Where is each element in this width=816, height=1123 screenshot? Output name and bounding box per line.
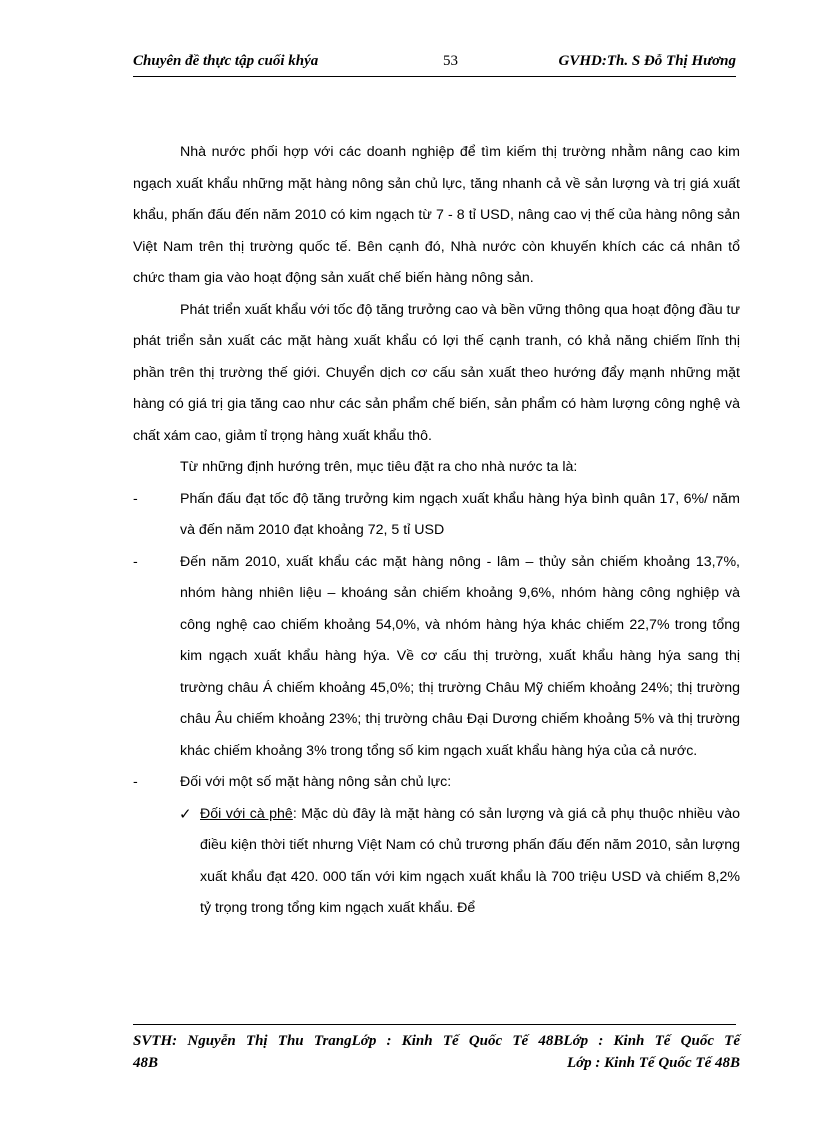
sub-list-item: [133, 799, 740, 925]
paragraph: Từ những định hướng trên, mục tiêu đặt ra cho nhà nước ta là:: [180, 459, 578, 475]
page-footer: [133, 1030, 740, 1074]
dash-bullet: -: [133, 553, 138, 570]
footer-divider: [133, 1024, 736, 1025]
list-item-text: Đến năm 2010, xuất khẩu các mặt hàng nông - lâm – thủy sản chiếm khoảng 13,7%, nhóm hàng nhiên liệu – khoáng sản chiếm khoảng 9,6%, nhóm hàng công nghiệp và công nghệ cao chiếm khoảng 54,0%, và nhóm hàng hýa khác chiếm 22,7% trong tổng kim ngạch xuất khẩu hàng hýa. Về cơ cấu thị trường, xuất khẩu hàng hýa sang thị trường châu Á chiếm khoảng 45,0%; thị trường Châu Mỹ chiếm khoảng 24%; thị trường châu Âu chiếm khoảng 23%; thị trường châu Đại Dương chiếm khoảng 5% và thị trường khác chiếm khoảng 3% trong tổng số kim ngạch xuất khẩu hàng hýa của cả nước.: [180, 553, 740, 759]
footer-second-line: [133, 1052, 740, 1074]
page-header: [133, 51, 736, 75]
list-item-text: Phấn đấu đạt tốc độ tăng trưởng kim ngạch xuất khẩu hàng hýa bình quân 17, 6%/ năm và đến năm 2010 đạt khoảng 72, 5 tỉ USD: [180, 490, 740, 538]
check-icon: ✓: [179, 805, 192, 823]
paragraph: Nhà nước phối hợp với các doanh nghiệp để tìm kiếm thị trường nhằm nâng cao kim ngạch xuất khẩu những mặt hàng nông sản chủ lực, tăng nhanh cả về sản lượng và trị giá xuất khẩu, phấn đấu đến năm 2010 có kim ngạch từ 7 - 8 tỉ USD, nâng cao vị thế của hàng nông sản Việt Nam trên thị trường quốc tế. Bên cạnh đó, Nhà nước còn khuyến khích các cá nhân tổ chức tham gia vào hoạt động sản xuất chế biến hàng nông sản.: [133, 144, 740, 286]
header-supervisor: GVHD:Th. S Đỗ Thị Hương: [558, 53, 736, 69]
coffee-text: : Mặc dù đây là mặt hàng có sản lượng và giá cả phụ thuộc nhiều vào điều kiện thời tiết nhưng Việt Nam có chủ trương phấn đấu đến năm 2010, sản lượng xuất khẩu đạt 420. 000 tấn với kim ngạch xuất khẩu là 700 triệu USD và chiếm 8,2% tỷ trọng trong tổng kim ngạch xuất khẩu. Để: [200, 805, 740, 916]
dash-bullet: -: [133, 774, 138, 790]
list-item-text: Đối với một số mặt hàng nông sản chủ lực:: [180, 774, 452, 790]
page-number: 53: [443, 53, 458, 69]
header-document-title: Chuyên đề thực tập cuối khýa: [133, 53, 319, 69]
coffee-heading: Đối với cà phê: [200, 805, 293, 822]
footer-student-line: SVTH: Nguyễn Thị Thu TrangLớp : Kinh Tế Quốc Tế 48BLớp : Kinh Tế Quốc Tế: [133, 1033, 740, 1049]
footer-class-code: 48B: [133, 1055, 159, 1071]
list-item: [133, 767, 740, 799]
list-item: [133, 547, 740, 768]
footer-class-name: Lớp : Kinh Tế Quốc Tế 48B: [566, 1055, 740, 1071]
list-item: [133, 484, 740, 547]
header-divider: [133, 76, 736, 77]
document-body: [133, 137, 740, 925]
dash-bullet: -: [133, 490, 138, 507]
paragraph: Phát triển xuất khẩu với tốc độ tăng trưởng cao và bền vững thông qua hoạt động đầu tư phát triển sản xuất các mặt hàng xuất khẩu có lợi thế cạnh tranh, có khả năng chiếm lĩnh thị phần trên thị trường thế giới. Chuyển dịch cơ cấu sản xuất theo hướng đẩy mạnh những mặt hàng có giá trị gia tăng cao như các sản phẩm chế biến, sản phẩm có hàm lượng công nghệ và chất xám cao, giảm tỉ trọng hàng xuất khẩu thô.: [133, 301, 740, 444]
